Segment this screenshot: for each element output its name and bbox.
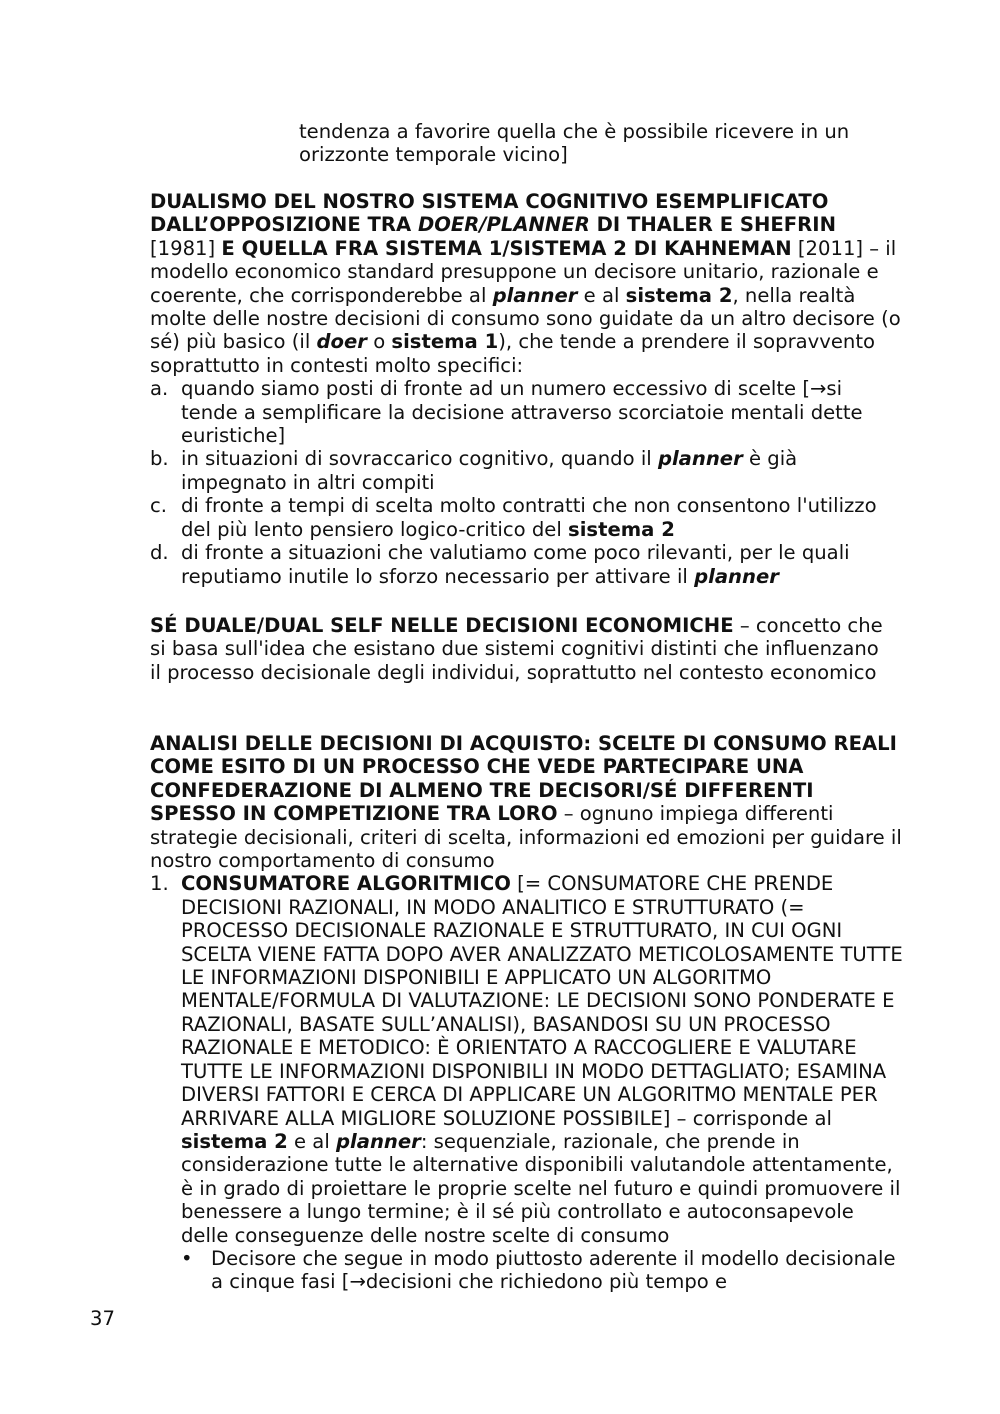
list-item: d. di fronte a situazioni che valutiamo come poco rilevanti, per le quali reputiamo inutile lo sforzo necessario per attivare il planner	[150, 541, 850, 588]
page-number: 37	[90, 1307, 115, 1330]
bullet-item: • Decisore che segue in modo piuttosto aderente il modello decisionale a cinque fasi [→decisioni che richiedono più tempo e	[181, 1246, 896, 1294]
analysis-section	[150, 732, 905, 1294]
list-item: c. di fronte a tempi di scelta molto contratti che non consentono l'utilizzo del più lento pensiero logico-critico del sistema 2	[150, 494, 877, 541]
list-item: 1. CONSUMATORE ALGORITMICO [= CONSUMATORE CHE PRENDE DECISIONI RAZIONALI, IN MODO ANALITICO E STRUTTURATO (= PROCESSO DECISIONALE RAZIONALE E STRUTTURATO, IN CUI OGNI SCELTA VIENE FATTA DOPO AVER ANALIZZATO METICOLOSAMENTE TUTTE LE INFORMAZIONI DISPONIBILI E APPLICATO UN ALGORITMO MENTALE/FORMULA DI VALUTAZIONE: LE DECISIONI SONO PONDERATE E RAZIONALI, BASATE SULL’ANALISI), BASANDOSI SU UN PROCESSO RAZIONALE E METODICO: È ORIENTATO A RACCOGLIERE E VALUTARE TUTTE LE INFORMAZIONI DISPONIBILI IN MODO DETTAGLIATO; ESAMINA DIVERSI FATTORI E CERCA DI APPLICARE UN ALGORITMO MENTALE PER ARRIVARE ALLA MIGLIORE SOLUZIONE POSSIBILE] – corrisponde al sistema 2 e al planner: sequenziale, razionale, che prende in considerazione tutte le alternative disponibili valutandole attentamente, è in grado di proiettare le proprie scelte nel futuro e quindi promuovere il benessere a lungo termine; è il sé più controllato e autoconsapevole delle conseguenze delle nostre scelte di consumo • Decisore che segue in modo piuttosto aderente il modello decisionale a cinque fasi [→decisioni che richiedono più tempo e	[150, 872, 905, 1293]
dualism-paragraph: DUALISMO DEL NOSTRO SISTEMA COGNITIVO ESEMPLIFICATO DALL’OPPOSIZIONE TRA DOER/PLANNER DI THALER E SHEFRIN [1981] E QUELLA FRA SISTEMA 1/SISTEMA 2 DI KAHNEMAN [2011] – il modello economico standard presuppone un decisore unitario, razionale e coerente, che corrisponderebbe al planner e al sistema 2, nella realtà molte delle nostre decisioni di consumo sono guidate da un altro decisore (o sé) più basico (il doer o sistema 1), che tende a prendere il sopravvento soprattutto in contesti molto specifici:	[150, 190, 901, 377]
list-item: b. in situazioni di sovraccarico cognitivo, quando il planner è già impegnato in altri compiti	[150, 447, 798, 494]
dualism-heading: DUALISMO DEL NOSTRO SISTEMA COGNITIVO ESEMPLIFICATO DALL’OPPOSIZIONE TRA	[150, 190, 829, 237]
analysis-paragraph: ANALISI DELLE DECISIONI DI ACQUISTO: SCELTE DI CONSUMO REALI COME ESITO DI UN PROCESSO CHE VEDE PARTECIPARE UNA CONFEDERAZIONE DI ALMENO TRE DECISORI/SÉ DIFFERENTI SPESSO IN COMPETIZIONE TRA LORO – ognuno impiega differenti strategie decisionali, criteri di scelta, informazioni ed emozioni per guidare il nostro comportamento di consumo	[150, 732, 902, 873]
dualism-list	[150, 377, 902, 588]
analysis-heading: ANALISI DELLE DECISIONI DI ACQUISTO: SCELTE DI CONSUMO REALI COME ESITO DI UN PROCESSO CHE VEDE PARTECIPARE UNA CONFEDERAZIONE DI ALMENO TRE DECISORI/SÉ DIFFERENTI SPESSO IN COMPETIZIONE TRA LORO	[150, 732, 897, 826]
dual-self-heading: SÉ DUALE/DUAL SELF NELLE DECISIONI ECONOMICHE	[150, 614, 734, 637]
list-item: a. quando siamo posti di fronte ad un numero eccessivo di scelte [→si tende a semplificare la decisione attraverso scorciatoie mentali dette euristiche]	[150, 377, 863, 448]
algorithmic-consumer-heading: CONSUMATORE ALGORITMICO	[181, 872, 511, 896]
analysis-list	[150, 872, 905, 1293]
bullet-list	[181, 1247, 905, 1294]
continuation-text: tendenza a favorire quella che è possibile ricevere in un orizzonte temporale vicino]	[299, 120, 850, 167]
dual-self-paragraph: SÉ DUALE/DUAL SELF NELLE DECISIONI ECONOMICHE – concetto che si basa sull'idea che esistano due sistemi cognitivi distinti che influenzano il processo decisionale degli individui, soprattutto nel contesto economico	[150, 614, 883, 684]
dualism-section	[150, 190, 902, 588]
